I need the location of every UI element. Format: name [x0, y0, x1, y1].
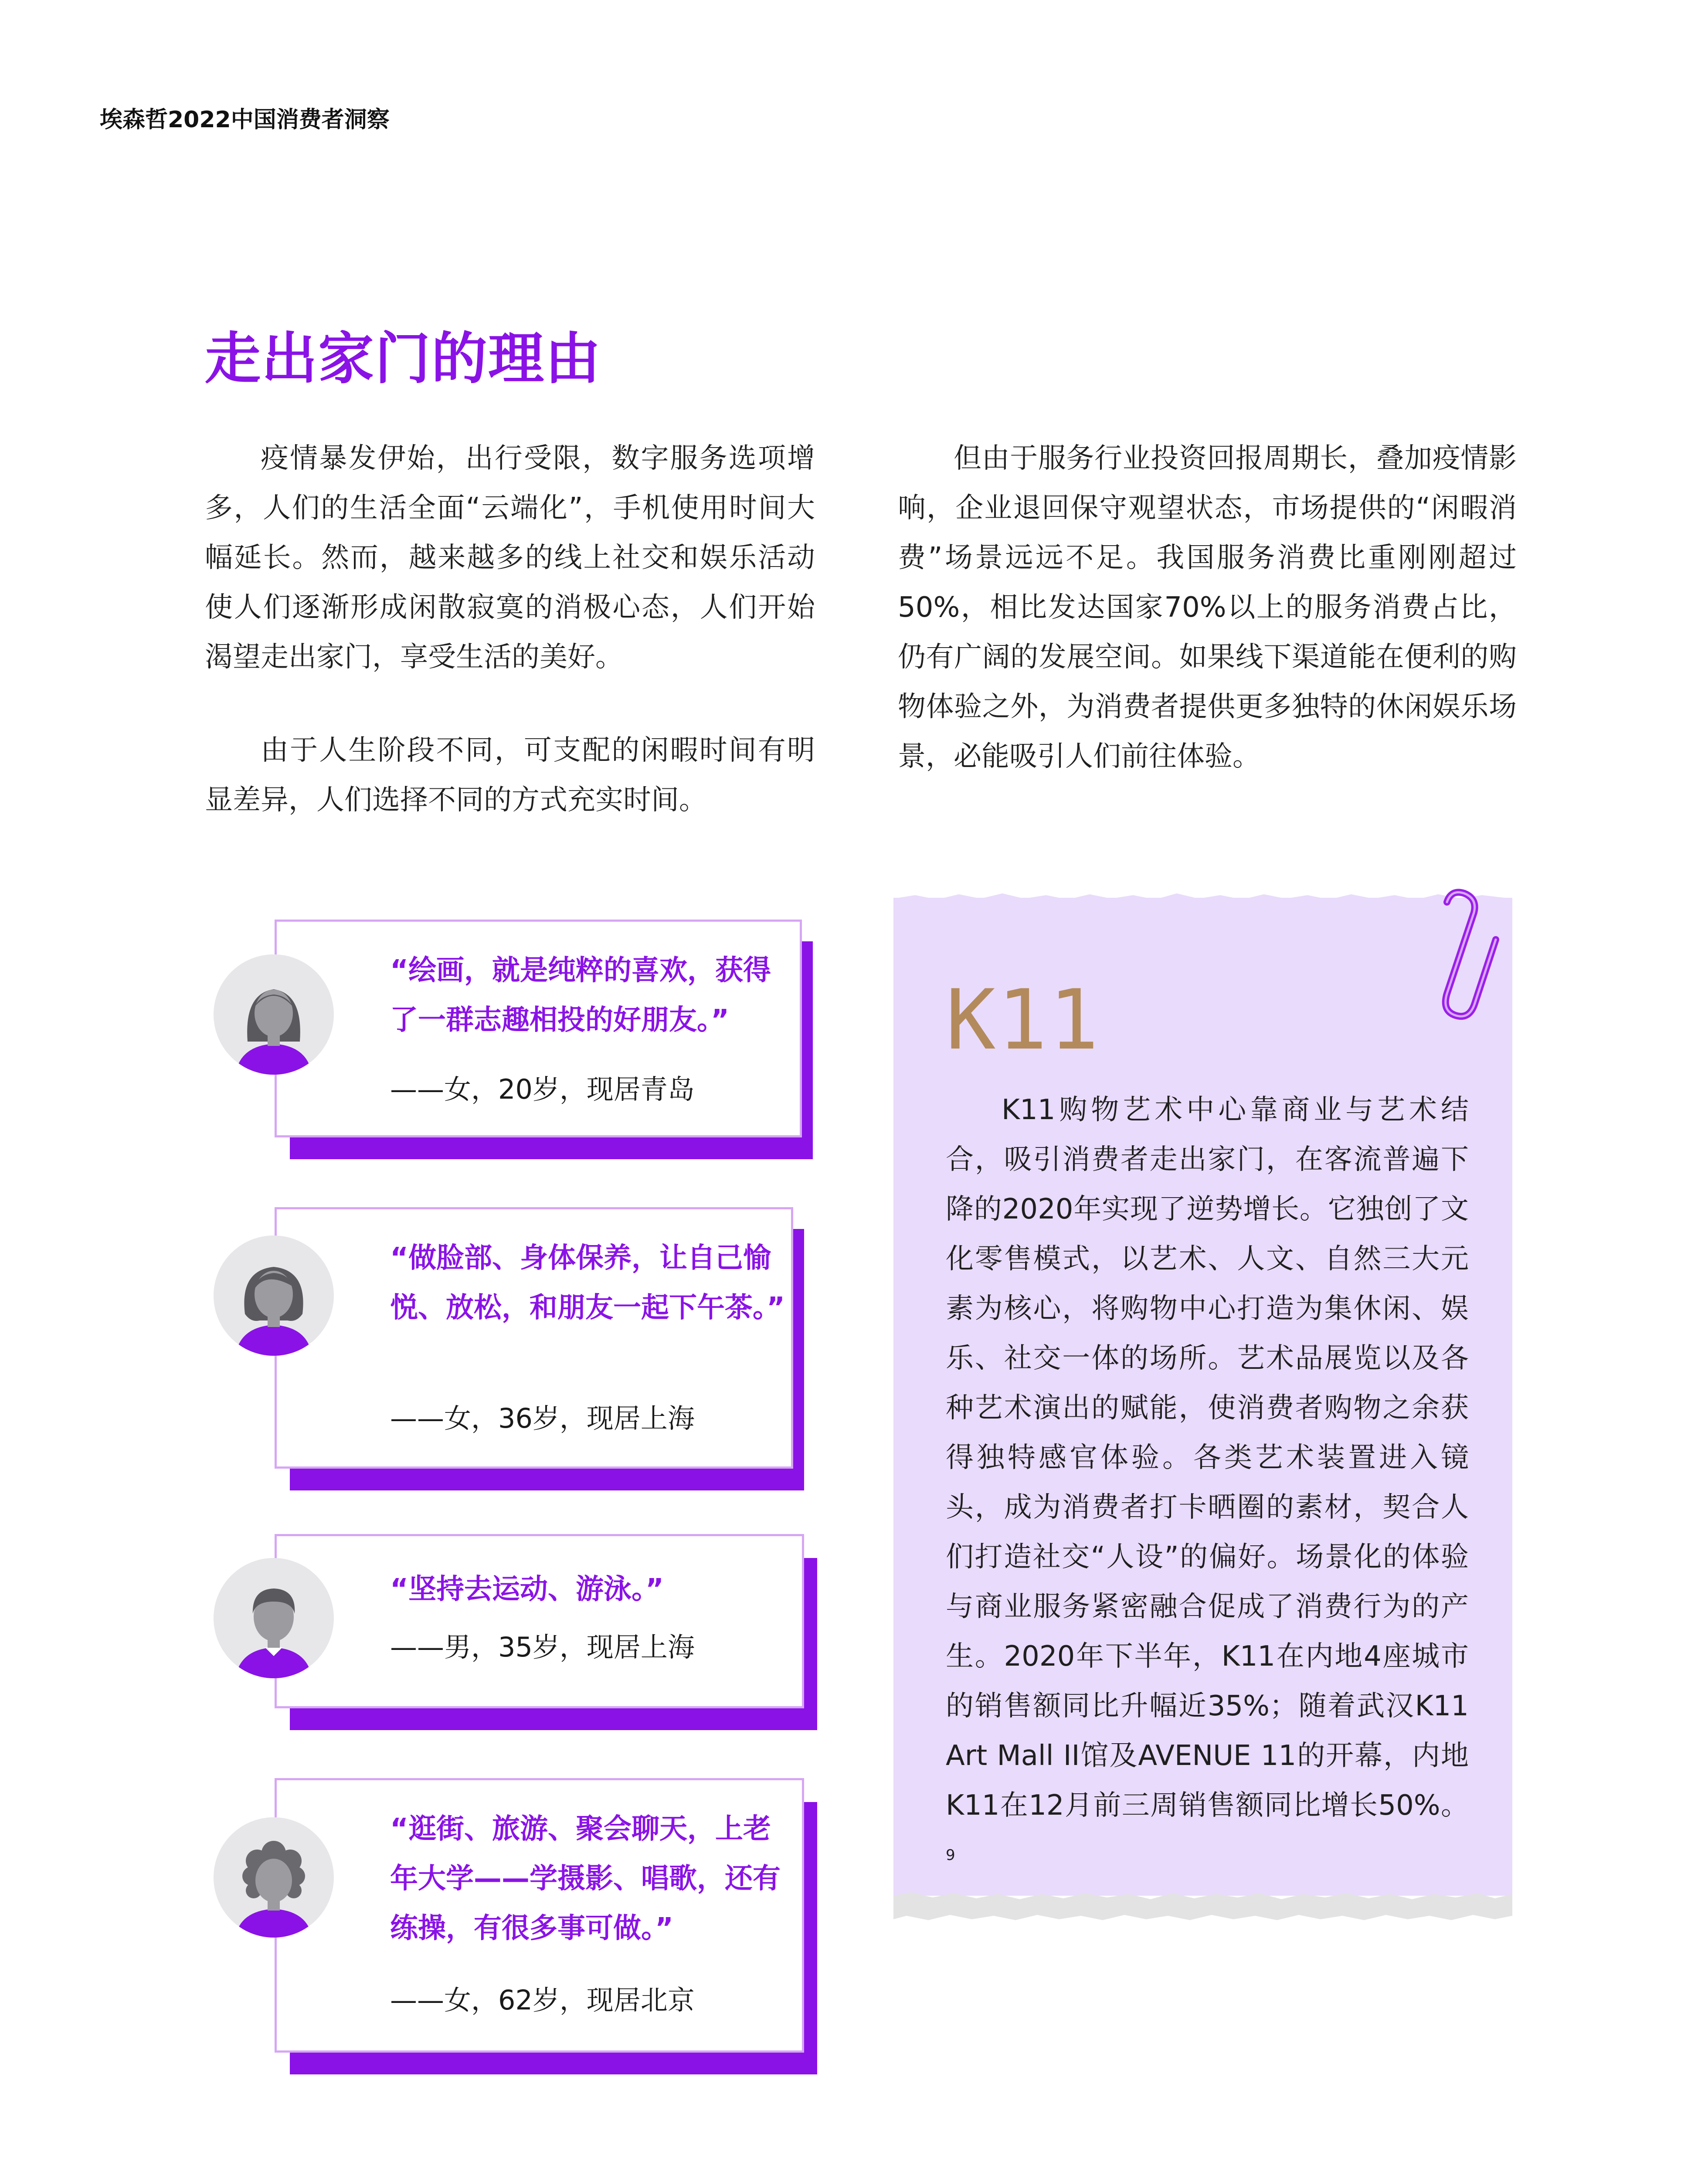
female-senior-avatar-icon	[214, 1817, 334, 1938]
quote-card-2	[214, 1207, 824, 1490]
quote-attribution: ——女，36岁，现居上海	[390, 1402, 695, 1434]
male-avatar-icon	[214, 1558, 334, 1678]
intro-paragraph-2: 由于人生阶段不同，可支配的闲暇时间有明显差异，人们选择不同的方式充实时间。	[205, 734, 815, 816]
intro-paragraph-1: 疫情暴发伊始，出行受限，数字服务选项增多，人们的生活全面“云端化”，手机使用时间大幅延长。然而，越来越多的线上社交和娱乐活动使人们逐渐形成闲散寂寞的消极心态，人们开始渴望走出家门，享受生活的美好。	[205, 442, 815, 673]
k11-case-text	[946, 1085, 1469, 1889]
header-title: 埃森哲2022中国消费者洞察	[100, 107, 390, 133]
quote-text: “绘画，就是纯粹的喜欢，获得了一群志趣相投的好朋友。”	[390, 954, 771, 1036]
quote-text: “坚持去运动、游泳。”	[390, 1573, 664, 1605]
quote-card-1	[214, 920, 824, 1164]
k11-body: K11购物艺术中心靠商业与艺术结合，吸引消费者走出家门，在客流普遍下降的2020年实现了逆势增长。它独创了文化零售模式，以艺术、人文、自然三大元素为核心，将购物中心打造为集休闲、娱乐、社交一体的场所。艺术品展览以及各种艺术演出的赋能，使消费者购物之余获得独特感官体验。各类艺术装置进入镜头，成为消费者打卡晒圈的素材，契合人们打造社交“人设”的偏好。场景化的体验与商业服务紧密融合促成了消费行为的产生。2020年下半年，K11在内地4座城市的销售额同比升幅近35%；随着武汉K11 Art Mall II馆及AVENUE 11的开幕，内地K11在12月前三周销售额同比增长50%。	[946, 1094, 1469, 1822]
right-paragraph: 但由于服务行业投资回报周期长，叠加疫情影响，企业退回保守观望状态，市场提供的“闲暇消费”场景远远不足。我国服务消费比重刚刚超过50%，相比发达国家70%以上的服务消费占比，仍有广阔的发展空间。如果线下渠道能在便利的购物体验之外，为消费者提供更多独特的休闲娱乐场景，必能吸引人们前往体验。	[898, 442, 1517, 773]
footnote-marker: 9	[946, 1846, 955, 1864]
female-avatar-icon	[214, 1235, 334, 1356]
quote-attribution: ——男，35岁，现居上海	[390, 1631, 695, 1663]
quote-card-4	[214, 1778, 824, 2074]
quote-card-3	[214, 1534, 824, 1730]
left-column	[205, 434, 815, 825]
quote-text: “做脸部、身体保养，让自己愉悦、放松，和朋友一起下午茶。”	[390, 1242, 785, 1324]
paperclip-icon	[1421, 885, 1504, 1033]
right-column	[898, 434, 1517, 781]
female-young-avatar-icon	[214, 954, 334, 1075]
quote-text: “逛街、旅游、聚会聊天，上老年大学——学摄影、唱歌，还有练操，有很多事可做。”	[390, 1813, 781, 1945]
quote-attribution: ——女，20岁，现居青岛	[390, 1073, 695, 1105]
k11-logo: K11	[946, 972, 1101, 1068]
quote-attribution: ——女，62岁，现居北京	[390, 1984, 695, 2016]
page-title: 走出家门的理由	[205, 326, 602, 391]
torn-paper-top-edge	[893, 889, 1512, 906]
